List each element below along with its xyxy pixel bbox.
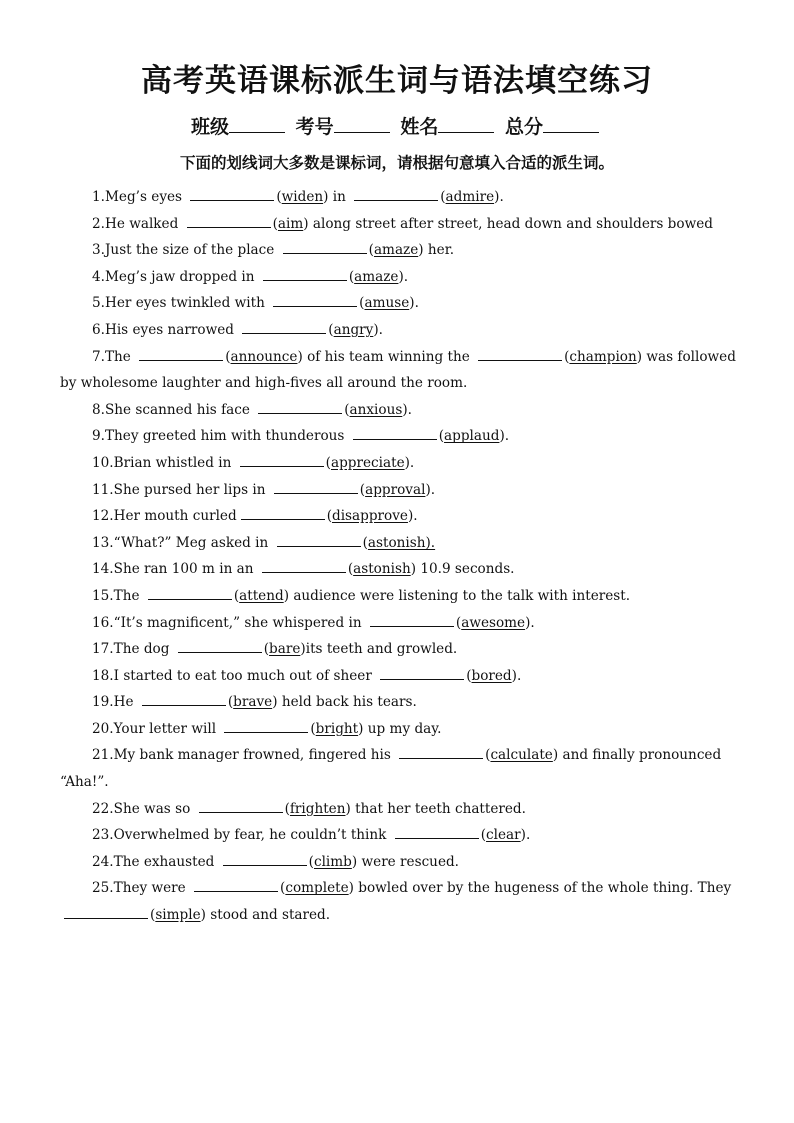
item-text: His eyes narrowed	[104, 321, 239, 338]
exercise-item	[60, 290, 740, 317]
hint-word: amaze	[354, 268, 399, 285]
answer-blank[interactable]	[370, 610, 454, 627]
close-paren: )	[323, 189, 329, 205]
item-number: 1.	[92, 189, 105, 205]
answer-blank[interactable]	[223, 849, 307, 866]
answer-blank[interactable]	[240, 450, 324, 467]
hint-word: amuse	[364, 295, 410, 312]
item-text: She was so	[113, 800, 195, 817]
item-text: .	[407, 401, 412, 418]
item-text: were rescued.	[357, 853, 460, 870]
open-paren: (	[359, 481, 366, 498]
close-paren: )	[358, 720, 364, 737]
open-paren: (	[308, 853, 314, 870]
open-paren: (	[225, 348, 231, 365]
item-text: .	[525, 827, 531, 844]
exercise-list	[60, 184, 740, 929]
hint-word: awesome	[461, 614, 526, 631]
open-paren: (	[485, 747, 491, 764]
exercise-item	[60, 450, 740, 477]
open-paren: (	[272, 215, 278, 232]
open-paren: (	[347, 561, 354, 578]
open-paren: (	[368, 242, 374, 259]
hint-word: bored	[471, 667, 512, 684]
answer-blank[interactable]	[142, 689, 226, 706]
answer-blank[interactable]	[262, 556, 346, 573]
exercise-item	[60, 423, 740, 450]
close-paren: )	[409, 295, 415, 312]
open-paren: (	[280, 880, 286, 897]
exam-number-label: 考号	[295, 116, 334, 138]
close-paren: )	[404, 454, 410, 471]
close-paren: )	[297, 348, 303, 365]
item-number: 3.	[92, 242, 105, 259]
close-paren: )	[402, 401, 408, 418]
hint-word: attend	[239, 587, 284, 604]
close-paren: )	[499, 428, 505, 445]
exercise-item	[60, 583, 740, 610]
answer-blank[interactable]	[139, 344, 223, 361]
open-paren: (	[326, 508, 332, 525]
hint-word: champion	[569, 348, 637, 365]
item-number: 16.	[92, 614, 114, 631]
exercise-item	[60, 689, 740, 716]
answer-blank[interactable]	[274, 477, 358, 494]
close-paren: )	[398, 268, 404, 285]
item-number: 19.	[92, 694, 114, 711]
exam-number-blank[interactable]	[334, 110, 390, 133]
item-text: Meg’s eyes	[104, 189, 187, 205]
item-text: “What?” Meg asked in	[113, 534, 273, 551]
hint-word: widen	[281, 189, 324, 205]
close-paren: )	[200, 907, 206, 924]
answer-blank[interactable]	[399, 742, 483, 759]
close-paren: )	[520, 827, 526, 844]
exercise-item	[60, 610, 740, 637]
exercise-item	[60, 317, 740, 344]
open-paren: (	[564, 348, 570, 365]
item-text: Meg’s jaw dropped in	[104, 268, 259, 285]
item-number: 17.	[92, 641, 114, 658]
hint-word: bare	[269, 641, 301, 658]
open-paren: (	[440, 189, 446, 205]
exercise-item	[60, 716, 740, 743]
hint-word: applaud	[444, 428, 500, 445]
item-text: bowled over by the hugeness of the whole thing. They	[353, 880, 732, 897]
exercise-item	[60, 822, 740, 849]
close-paren: )	[348, 880, 354, 897]
item-number: 10.	[92, 454, 114, 471]
item-text: stood and stared.	[205, 907, 331, 924]
open-paren: (	[359, 295, 365, 312]
exercise-item	[60, 530, 740, 557]
item-text: .	[516, 667, 522, 684]
hint-word: appreciate	[330, 454, 405, 471]
hint-word: simple	[155, 907, 201, 924]
exercise-item	[60, 556, 740, 583]
score-label: 总分	[504, 116, 543, 138]
item-text: He	[113, 694, 138, 711]
close-paren: )	[303, 215, 309, 232]
open-paren: (	[150, 907, 156, 924]
close-paren: )	[410, 561, 417, 578]
item-text: Overwhelmed by fear, he couldn’t think	[113, 827, 391, 844]
answer-blank[interactable]	[190, 184, 274, 201]
page-title: 高考英语课标派生词与语法填空练习	[141, 63, 653, 99]
item-text: held back his tears.	[277, 694, 417, 711]
open-paren: (	[344, 401, 350, 418]
hint-word: admire	[445, 189, 495, 205]
answer-blank[interactable]	[353, 423, 437, 440]
item-text: up my day.	[363, 720, 442, 737]
hint-word: astonish	[353, 561, 411, 578]
exercise-item	[60, 477, 740, 504]
name-label: 姓名	[400, 116, 439, 138]
open-paren: (	[233, 587, 240, 604]
item-text: and finally pronounced “Aha!”.	[60, 747, 722, 791]
item-text: The	[113, 587, 144, 604]
open-paren: (	[276, 189, 282, 205]
item-text: They were	[113, 880, 191, 897]
open-paren: (	[284, 800, 290, 817]
hint-word: bright	[315, 720, 359, 737]
item-number: 25.	[92, 880, 114, 897]
class-label: 班级	[191, 116, 230, 138]
item-number: 2.	[92, 215, 105, 232]
item-text: that her teeth chattered.	[350, 800, 526, 817]
item-text: along street after street, head down and shoulders bowed	[308, 215, 713, 232]
answer-blank[interactable]	[283, 237, 367, 254]
class-blank[interactable]	[229, 110, 285, 133]
answer-blank[interactable]	[478, 344, 562, 361]
open-paren: (	[466, 667, 472, 684]
item-text: I started to eat too much out of sheer	[113, 667, 377, 684]
open-paren: (	[455, 614, 462, 631]
answer-blank[interactable]	[199, 796, 283, 813]
exercise-item	[60, 503, 740, 530]
hint-word: announce	[230, 348, 298, 365]
item-text: The exhausted	[113, 853, 219, 870]
item-text: .	[414, 295, 419, 312]
close-paren: )	[511, 667, 517, 684]
exercise-item	[60, 636, 740, 663]
item-text: .	[403, 268, 409, 285]
exercise-item	[60, 264, 740, 291]
answer-blank[interactable]	[224, 716, 308, 733]
item-number: 15.	[92, 587, 114, 604]
hint-word: disapprove	[332, 508, 408, 525]
close-paren: )	[373, 321, 379, 338]
open-paren: (	[227, 694, 234, 711]
item-text: its teeth and growled.	[305, 641, 458, 658]
item-number: 13.	[92, 534, 114, 551]
answer-blank[interactable]	[263, 264, 347, 281]
close-paren: )	[345, 800, 351, 817]
item-text: Brian whistled in	[113, 454, 236, 471]
item-number: 20.	[92, 720, 114, 737]
item-number: 5.	[92, 295, 105, 312]
item-text: .	[409, 454, 415, 471]
hint-word: anxious	[349, 401, 403, 418]
item-text: audience were listening to the talk with interest.	[289, 587, 631, 604]
item-text: 10.9 seconds.	[416, 561, 515, 578]
exercise-item	[60, 796, 740, 823]
open-paren: (	[263, 641, 270, 658]
hint-word: brave	[233, 694, 273, 711]
answer-blank[interactable]	[380, 663, 464, 680]
hint-word: calculate	[490, 747, 553, 764]
name-blank[interactable]	[438, 110, 494, 133]
close-paren: )	[525, 614, 531, 631]
instruction-text: 下面的划线词大多数是课标词，请根据句意填入合适的派生词。	[179, 154, 614, 172]
exercise-item	[60, 742, 740, 795]
exercise-item	[60, 184, 740, 211]
answer-blank[interactable]	[241, 503, 325, 520]
answer-blank[interactable]	[395, 822, 479, 839]
hint-word: frighten	[289, 800, 346, 817]
close-paren: )	[552, 747, 559, 764]
answer-blank[interactable]	[148, 583, 232, 600]
close-paren: )	[425, 481, 431, 498]
exercise-item	[60, 344, 740, 397]
item-number: 11.	[92, 481, 114, 498]
hint-word: clear	[486, 827, 521, 844]
close-paren: )	[494, 189, 500, 205]
item-number: 4.	[92, 268, 105, 285]
hint-word: angry	[333, 321, 374, 338]
exercise-item	[60, 397, 740, 424]
hint-word: climb	[313, 853, 352, 870]
answer-blank[interactable]	[64, 902, 148, 919]
score-blank[interactable]	[543, 110, 599, 133]
item-number: 24.	[92, 853, 114, 870]
item-text: .	[530, 614, 535, 631]
answer-blank[interactable]	[178, 636, 262, 653]
close-paren: )	[300, 641, 306, 658]
item-text: Just the size of the place	[104, 242, 279, 259]
item-number: 14.	[92, 561, 114, 578]
item-number: 22.	[92, 800, 114, 817]
answer-blank[interactable]	[258, 397, 342, 414]
open-paren: (	[362, 534, 368, 551]
hint-word: complete	[285, 880, 349, 897]
item-text: was followed by wholesome laughter and high-fives all around the room.	[60, 348, 736, 392]
item-number: 9.	[92, 428, 105, 445]
item-number: 23.	[92, 827, 114, 844]
hint-word: approval	[365, 481, 426, 498]
close-paren: )	[407, 508, 414, 525]
item-number: 8.	[92, 401, 105, 418]
item-text: They greeted him with thunderous	[104, 428, 349, 445]
item-text: .	[504, 428, 510, 445]
item-text: “It’s magnificent,” she whispered in	[113, 614, 366, 631]
item-number: 6.	[92, 321, 105, 338]
item-text: Her eyes twinkled with	[104, 295, 270, 312]
close-paren: )	[272, 694, 278, 711]
exercise-item	[60, 875, 740, 928]
answer-blank[interactable]	[273, 290, 357, 307]
exercise-item	[60, 663, 740, 690]
item-text: The	[104, 348, 136, 365]
item-text: Her mouth curled	[113, 508, 237, 525]
answer-blank[interactable]	[354, 184, 438, 201]
hint-word: amaze	[373, 242, 419, 259]
open-paren: (	[480, 827, 487, 844]
exercise-item	[60, 849, 740, 876]
close-paren: )	[351, 853, 358, 870]
hint-word: astonish).	[367, 534, 436, 551]
item-text: My bank manager frowned, fingered his	[113, 747, 396, 764]
close-paren: )	[418, 242, 424, 259]
item-text: of his team winning the	[302, 348, 475, 365]
exercise-item	[60, 211, 740, 238]
item-text: Your letter will	[113, 720, 221, 737]
item-text: .	[499, 189, 504, 205]
close-paren: )	[283, 587, 289, 604]
answer-blank[interactable]	[194, 875, 278, 892]
answer-blank[interactable]	[277, 530, 361, 547]
open-paren: (	[328, 321, 334, 338]
student-info-line	[0, 110, 794, 141]
open-paren: (	[348, 268, 355, 285]
hint-word: aim	[277, 215, 304, 232]
item-text: She pursed her lips in	[113, 481, 270, 498]
item-number: 21.	[92, 747, 114, 764]
item-text: .	[378, 321, 383, 338]
item-text: her.	[423, 242, 455, 259]
item-text: .	[430, 481, 436, 498]
answer-blank[interactable]	[187, 211, 271, 228]
answer-blank[interactable]	[242, 317, 326, 334]
close-paren: )	[636, 348, 643, 365]
item-text: She ran 100 m in an	[113, 561, 258, 578]
item-text: The dog	[113, 641, 174, 658]
item-number: 12.	[92, 508, 114, 525]
open-paren: (	[310, 720, 316, 737]
item-number: 7.	[92, 348, 105, 365]
item-text: in	[328, 189, 351, 205]
exercise-item	[60, 237, 740, 264]
item-text: .	[413, 508, 418, 525]
open-paren: (	[325, 454, 331, 471]
open-paren: (	[438, 428, 445, 445]
item-text: She scanned his face	[104, 401, 255, 418]
item-number: 18.	[92, 667, 114, 684]
item-text: He walked	[104, 215, 183, 232]
